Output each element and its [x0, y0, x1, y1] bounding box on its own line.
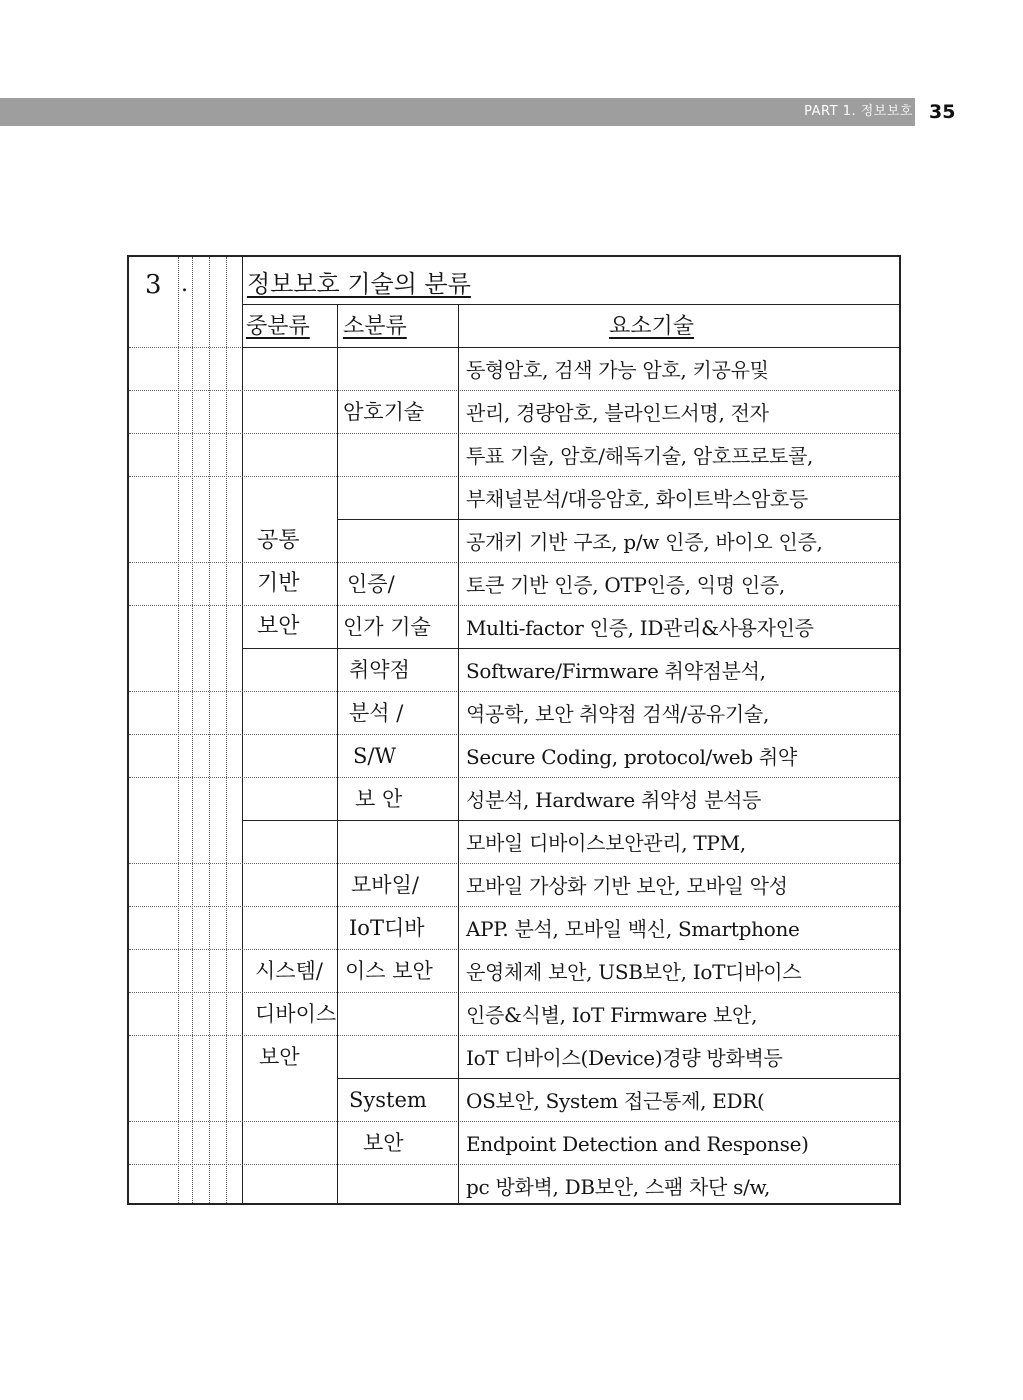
element-tech-line: 관리, 경량암호, 블라인드서명, 전자 [466, 401, 769, 425]
grid-row-line [129, 992, 899, 993]
sub-category-line: 취약점 [349, 658, 410, 682]
section-title: 정보보호 기술의 분류 [247, 270, 471, 298]
header-mid-category: 중분류 [246, 314, 310, 339]
element-tech-line: IoT 디바이스(Device)경량 방화벽등 [466, 1046, 783, 1070]
element-tech-line: OS보안, System 접근통제, EDR( [466, 1089, 765, 1113]
grid-row-line [129, 390, 899, 391]
grid-row-line [129, 1035, 899, 1036]
table-top-line [242, 304, 899, 305]
grid-row-line [129, 1121, 899, 1122]
table-header-line [242, 347, 899, 348]
mid-category-line: 디바이스 [255, 1002, 337, 1026]
grid-row-line [129, 949, 899, 950]
element-tech-line: 공개키 기반 구조, p/w 인증, 바이오 인증, [466, 530, 823, 554]
grid-row-line [129, 562, 899, 563]
grid-row-line [129, 734, 899, 735]
sub-category-line: System [349, 1088, 427, 1112]
table-group-line [242, 820, 899, 821]
grid-row-line [129, 476, 899, 477]
element-tech-line: 투표 기술, 암호/해독기술, 암호프로토콜, [466, 444, 814, 468]
element-tech-line: 동형암호, 검색 가능 암호, 키공유및 [466, 358, 769, 382]
element-tech-line: APP. 분석, 모바일 백신, Smartphone [466, 917, 800, 941]
element-tech-line: Software/Firmware 취약점분석, [466, 659, 766, 683]
margin-line [242, 257, 243, 1203]
sub-category-line: IoT디바 [349, 916, 425, 940]
section-number: 3 [145, 270, 162, 300]
grid-line [178, 257, 179, 1203]
grid-line [192, 257, 193, 1203]
element-tech-line: 부채널분석/대응암호, 화이트박스암호등 [466, 487, 808, 511]
sub-category-line: 보 안 [355, 787, 403, 811]
sub-category-line: 암호기술 [343, 400, 425, 424]
sub-category-line: 모바일/ [351, 873, 419, 897]
sub-category-line: S/W [353, 744, 397, 768]
table-row-line [337, 519, 899, 520]
element-tech-line: Secure Coding, protocol/web 취약 [466, 745, 797, 769]
mid-category-line: 기반 [257, 571, 300, 596]
table-row-line [242, 648, 899, 649]
grid-row-line [129, 906, 899, 907]
grid-line [209, 257, 210, 1203]
element-tech-line: 모바일 디바이스보안관리, TPM, [466, 831, 746, 855]
mid-category-line: 공통 [257, 528, 300, 553]
grid-row-line [129, 1164, 899, 1165]
grid-row-line [129, 605, 899, 606]
element-tech-line: 성분석, Hardware 취약성 분석등 [466, 788, 762, 812]
element-tech-line: 모바일 가상화 기반 보안, 모바일 악성 [466, 874, 788, 898]
element-tech-line: 토큰 기반 인증, OTP인증, 익명 인증, [466, 573, 785, 597]
header-sub-category: 소분류 [343, 314, 407, 339]
element-tech-line: Multi-factor 인증, ID관리&사용자인증 [466, 616, 814, 640]
element-tech-line: 역공학, 보안 취약점 검색/공유기술, [466, 702, 770, 726]
element-tech-line: 인증&식별, IoT Firmware 보안, [466, 1003, 758, 1027]
table-row-line [337, 1078, 899, 1079]
sub-category-line: 인가 기술 [343, 615, 431, 639]
header-bar [0, 98, 915, 126]
grid-row-line [129, 691, 899, 692]
mid-category-line: 보안 [259, 1045, 300, 1069]
grid-line [226, 257, 227, 1203]
element-tech-line: Endpoint Detection and Response) [466, 1132, 809, 1156]
page-number: 35 [929, 101, 956, 123]
grid-row-line [129, 777, 899, 778]
sub-category-line: 이스 보안 [345, 959, 433, 983]
grid-row-line [129, 433, 899, 434]
mid-category-line: 시스템/ [255, 959, 323, 983]
answer-sheet [127, 255, 901, 1205]
table-col-line [458, 304, 459, 1203]
grid-row-line [129, 863, 899, 864]
part-label: PART 1. 정보보호 [804, 104, 913, 119]
mid-category-line: 보안 [257, 614, 300, 639]
section-dot: . [181, 272, 188, 297]
header-element-tech: 요소기술 [609, 314, 695, 339]
sub-category-line: 보안 [363, 1131, 404, 1155]
sub-category-line: 분석 / [349, 701, 404, 725]
element-tech-line: 운영체제 보안, USB보안, IoT디바이스 [466, 960, 802, 984]
element-tech-line: pc 방화벽, DB보안, 스팸 차단 s/w, [466, 1175, 771, 1199]
sub-category-line: 인증/ [347, 572, 395, 596]
table-col-line [337, 304, 338, 1203]
